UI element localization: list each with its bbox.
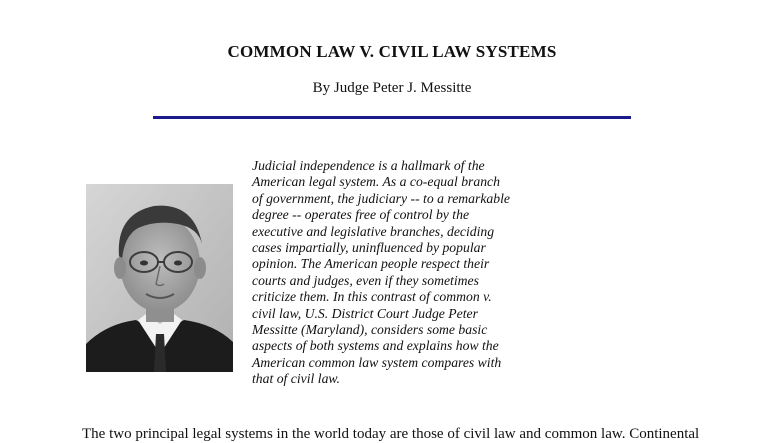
intro-line: civil law, U.S. District Court Judge Peter — [252, 305, 478, 321]
intro-line: executive and legislative branches, deciding — [252, 223, 495, 239]
intro-line: Judicial independence is a hallmark of the — [252, 158, 485, 173]
intro-line: that of civil law. — [252, 371, 340, 387]
intro-line: criticize them. In this contrast of common v. — [252, 289, 492, 305]
title-divider — [153, 116, 631, 119]
author-photo — [86, 184, 233, 372]
intro-line: cases impartially, uninfluenced by popular — [252, 240, 486, 256]
intro-line: American common law system compares with — [252, 354, 502, 370]
intro-line: American legal system. As a co-equal branch — [252, 174, 500, 190]
intro-line: aspects of both systems and explains how the — [252, 338, 499, 354]
introduction-text — [252, 158, 552, 388]
intro-line: opinion. The American people respect their — [252, 256, 490, 272]
document-title: COMMON LAW V. CIVIL LAW SYSTEMS — [227, 42, 557, 61]
author-byline: By Judge Peter J. Messitte — [312, 80, 472, 96]
intro-line: degree -- operates free of control by the — [252, 207, 470, 223]
intro-line: courts and judges, even if they sometimes — [252, 272, 479, 288]
body-paragraph: The two principal legal systems in the world today are those of civil law and common law. Continental — [82, 426, 700, 442]
intro-line: Messitte (Maryland), considers some basic — [252, 322, 488, 338]
intro-line: of government, the judiciary -- to a remarkable — [252, 190, 510, 206]
